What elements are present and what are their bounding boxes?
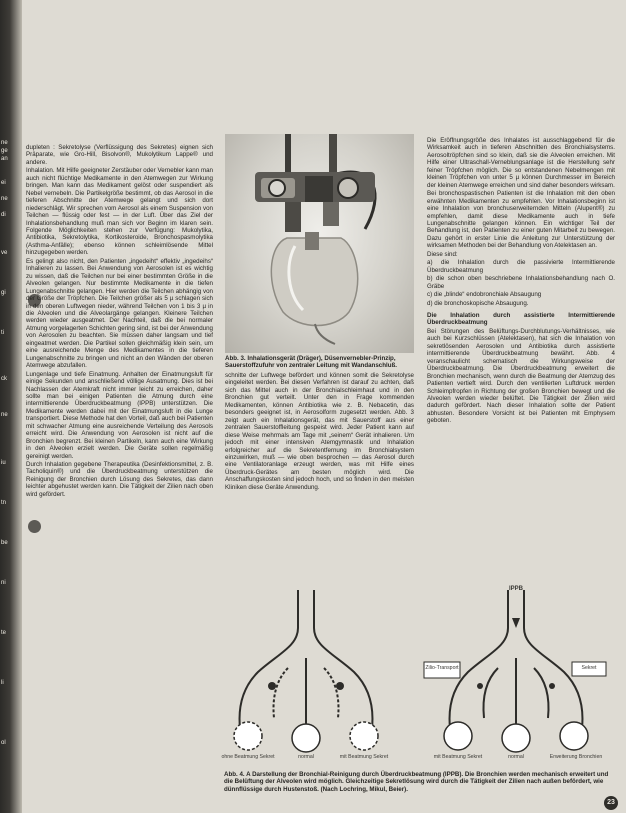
paragraph: Lungenlage und tiefe Einatmung. Anhalten der Einatmungsluft für einige Sekunden und anschließend völlige Ausatmung. Dies ist bei Nachlassen der Atemkraft nicht immer leicht zu erreichen, daher sollte man bei einigen Patienten die Atmung durch eine intermittierende Überdruckbeatmung (IPPB) unterstützen. Die Medikamente werden dabei mit der Einatmungsluft in die Lunge transportiert. Diese Methode hat den Vorteil, daß auch bei Patienten mit schwacher Atmung eine ausreichende Verteilung des Aerosols erreicht wird. Die Anwendung von Aerosolen ist nicht auf die Bronchien begrenzt. Bei kleinen Partikeln, kann auch eine Wirkung in den Alveolen erzielt werden. Die Geräte sollen regelmäßig gereinigt werden.	[26, 370, 213, 460]
diagram-label: ohne Beatmung Sekret	[221, 754, 275, 760]
paragraph: Es gelingt also nicht, den Patienten „ingedeiht“ effektiv „ingedeihs“ Inhalieren zu lassen. Bei Anwendung von Aerosolen ist es wichtig zu wissen, daß die Teilchen nur bei einer bestimmten Größe in die Alveolen gelangen. Nur bestimmte Medikamente in die tiefen Lungenabschnitte gelangen. Hier werden die Teilchen abhängig von der Größe der Tröpfchen. Die Teilchen größer als 5 µ schlagen sich in den oberen Luftwegen nieder, während Teilchen von 1 bis 3 µ in die Alveolen und die Alveolargänge gelangen. Kleinere Teilchen werden wieder ausgeatmet. Der Nachteil, daß die bei normaler Atmung vorgelagerten Schichten gering sind, ist bei der Anwendung von Aerosolen zu beachten. Sie müssen daher langsam und tief eingeatmet werden. Die Partikel sollen gleichmäßig klein sein, um eine ausreichende Menge des Medikamentes in die tieferen Lungenabschnitte zu bringen und nicht an den Wänden der oberen Atemwege abzufallen.	[26, 257, 213, 370]
inhalation-device-illustration	[225, 134, 414, 353]
diagram-label: Erweiterung Bronchien	[549, 754, 603, 760]
left-text-column	[26, 144, 213, 812]
paragraph: Bei bronchospastischen Patienten ist die Inhalation mit den oben erwähnten Medikamenten zu empfehlen. Vor Inhalationsbeginn ist eine Inhalation von bronchuserweiternden Mitteln (Alupent®) zu empfehlen, damit diese Medikamente auch in tiefe Lungenabschnitte gelangen können. Ein wichtiger Teil der Behandlung ist, den Patienten zu einer guten Mitarbeit zu bewegen. Dazu gehört in erster Linie die Anleitung zur Unterstützung der wirksamen Methoden bei der Behandlung von Atelektasen an.	[427, 190, 615, 250]
list-item: c) die „blinde“ endobronchiale Absaugung	[427, 291, 542, 299]
zilio-transport-label: Zilio-Transport	[425, 665, 459, 671]
bronchial-cleaning-diagram	[218, 588, 618, 770]
figure-caption: Abb. 4. A Darstellung der Bronchial-Reinigung durch Überdruckbeatmung (IPPB). Die Bronchien werden mechanisch erweitert und die Belüftung der Alveolen wird möglich. Gleichzeitige Sekretlösung wird durch die Tätigkeit der Zilien nach außen befördert, wie dünnflüssige durch Hustenstoß. (Nach Lochring, Mikul, Beier).	[224, 771, 609, 793]
secretion-label: Sekret	[581, 665, 597, 671]
page-number: 23	[604, 796, 618, 810]
section-heading: Die Inhalation durch assistierte Intermittierende Überdruckbeatmung	[427, 311, 615, 327]
list-item: a) die Inhalation durch die passivierte Intermittierende Überdruckbeatmung	[427, 259, 615, 274]
diagram-label: normal	[298, 754, 314, 760]
paragraph: Bei Störungen des Belüftungs-Durchblutungs-Verhältnisses, wie auch bei Kurzschlüssen (Atelektasen), hat sich die Inhalation von sekretlösenden Aerosolen und Antibiotika durch assistierte intermittierende Überdruckbeatmung bewährt. Abb. 4 veranschaulicht schematisch die Wirkungsweise der Überdruckbeatmung. Die Überdruckbeatmung erweitert die Bronchien mechanisch, wenn durch die Beatmung der Atemzug des Patienten vertieft wird. Durch den ventilierten Luftdruck werden Schleimpfropfen in Richtung der großen Bronchien bewegt und die Alveolen werden wieder belüftet. Die Tätigkeit der Zilien wird dadurch gefördert. Nach dieser Inhalation sollte der Patient abhusten. Besondere Vorsicht ist bei Patienten mit Emphysem geboten.	[427, 327, 615, 425]
diagram-label: mit Beatmung Sekret	[339, 754, 389, 760]
diagram-label: mit Beatmung Sekret	[433, 754, 483, 760]
paragraph: Inhalation. Mit Hilfe geeigneter Zerstäuber oder Vernebler kann man auch nicht flüchtige Medikamente in den Atemwegen zur Wirkung bringen. Man kann das Medikament gelöst oder suspendiert als Nebel vernebeln. Die Partikelgröße bestimmt, ob das Aerosol in die tieferen Abschnitte der Atemwege gelangt und sich dort niederschlägt. Wir sprechen vom Aerosol als einem Suspension von Teilchen — flüssig oder fest — in der Luft. Über das Ziel der Inhalationsbehandlung muß man sich vor Beginn im klaren sein. Folgende Möglichkeiten stehen zur Verfügung: Mukolytika, Antibiotika, Sekretolytika, Kortikosteroide, Bronchospasmolytika (Asthma-Anfälle); ebenso können schleimlösende Mittel hinzugegeben werden.	[26, 167, 213, 257]
paragraph: dupleten : Sekretolyse (Verflüssigung des Sekretes) eignen sich Präparate, wie Gro-Hill, Bisolvon®, Mukolytikum Lappe® und andere.	[26, 144, 213, 166]
paragraph: Die Eröffnungsgröße des Inhalates ist ausschlaggebend für die Wirksamkeit auch in tieferen Abschnitten des Bronchialsystems. Aerosoltröpfchen sind so klein, daß sie die Alveolen erreichen. Mit Hilfe einer Ultraschall-Verneblungsanlage ist die Herstellung sehr feiner Tröpfchen möglich. Die so entstandenen Nebelmengen mit kleinen Tröpfchen von unter 5 µ können Durchmesser im Bereich der kleinen Atemwege erreichen und sind daher besonders wirksam.	[427, 137, 615, 189]
diagram-label: normal	[508, 754, 524, 760]
inhalation-device-photo	[225, 134, 414, 353]
right-text-column	[427, 137, 615, 580]
ippb-label: IPPB	[508, 586, 523, 592]
paragraph: Durch Inhalation gegebene Therapeutika (Desinfektionsmittel, z. B. Tacholiquin®) und die Überdruckbeatmung unterstützen die Reinigung der Bronchien durch Lösung des Sekretes, das dann leichter abgehustet werden kann. Die Tätigkeit der Zilien nach oben wird gefördert.	[26, 461, 213, 498]
photo-caption: Abb. 3. Inhalationsgerät (Dräger), Düsenvernebler-Prinzip, Sauerstoffzufuhr von zentraler Leitung mit Wandanschluß.	[225, 355, 397, 370]
previous-page-edge: ne ge an ei ne di ve gi ti ck ne iu tn be ni te li ol	[1, 140, 8, 746]
list-item: b) die schon oben beschriebene Inhalationsbehandlung nach O. Gräbe	[427, 275, 615, 290]
middle-text-column	[225, 372, 414, 614]
list-item: d) die bronchoskopische Absaugung.	[427, 299, 529, 307]
list-intro: Diese sind:	[427, 250, 458, 258]
paragraph: schnitte der Luftwege befördert und können somit die Sekretolyse eingeleitet werden. Bei diesen Verfahren ist darauf zu achten, daß sich das Mittel auch in der Bronchialschleimhaut und in den Bronchien gut verteilt. Unter den in Frage kommenden Medikamenten, können Antibiotika wie z. B. Nebacetin, das besonders geeignet ist, in Aerosolform zugesetzt werden. Abb. 3 zeigt auch ein Inhalationsgerät, das mit Sauerstoff aus einer zentralen Sauerstoffleitung gespeist wird. Jeder Patient kann auf diese Weise mehrmals am Tage mit „seinem“ Gerät inhalieren. Um jedoch mit einer intensiven Atemgymnastik und Inhalation erfolgreicher auf die Sekretentfernung im Bronchialsystem einzuwirken, muß — wie oben besprochen — das Aerosol durch eine Ventilatoranlage erzeugt werden, was mit Hilfe eines Überdruck-Gerätes am besten möglich wird. Die Anschaffungskosten sind jedoch hoch, und so finden in den meisten Kliniken diese Geräte Anwendung.	[225, 372, 414, 491]
bronchial-tree-drawing	[218, 588, 618, 770]
